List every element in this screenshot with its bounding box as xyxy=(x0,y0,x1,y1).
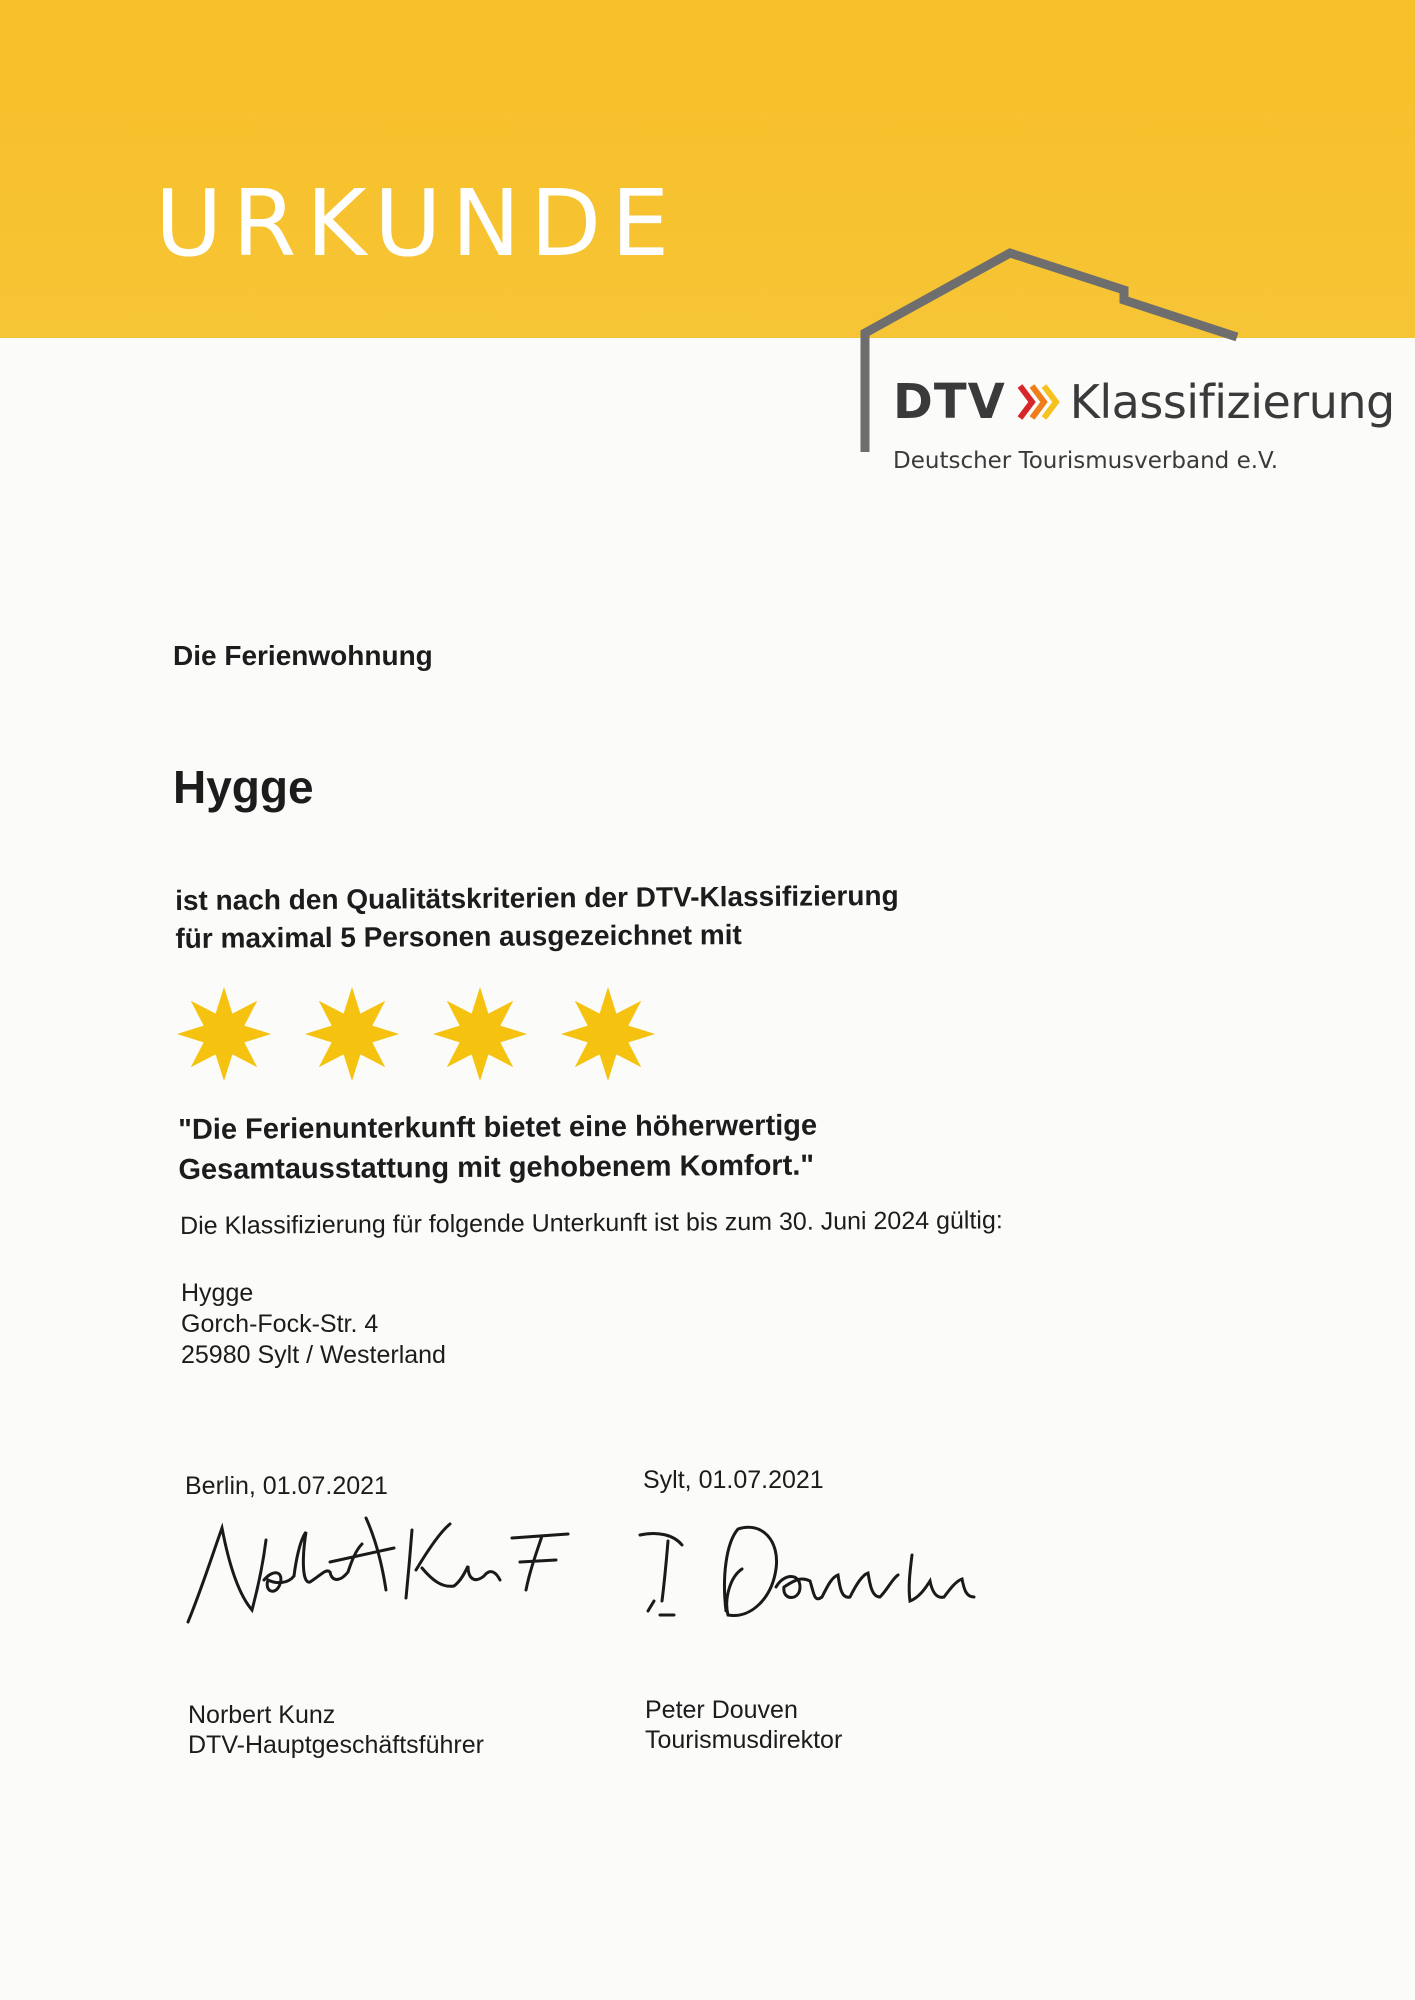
logo-dtv-text: DTV xyxy=(893,374,1006,430)
address-block xyxy=(181,1278,446,1371)
dtv-logo xyxy=(893,374,1395,430)
signature-norbert-kunz xyxy=(180,1510,580,1630)
star-icon xyxy=(431,985,529,1083)
address-line-2: Gorch-Fock-Str. 4 xyxy=(181,1310,379,1338)
signer-right xyxy=(645,1695,842,1755)
address-line-1: Hygge xyxy=(181,1279,254,1307)
signer-left-role: DTV-Hauptgeschäftsführer xyxy=(188,1731,484,1759)
place-date-left: Berlin, 01.07.2021 xyxy=(185,1472,388,1500)
star-icon xyxy=(303,985,401,1083)
validity-text: Die Klassifizierung für folgende Unterkunft ist bis zum 30. Juni 2024 gültig: xyxy=(180,1206,1003,1240)
signer-left xyxy=(188,1700,484,1760)
star-icon xyxy=(175,985,273,1083)
star-rating xyxy=(175,985,675,1085)
address-line-3: 25980 Sylt / Westerland xyxy=(181,1341,446,1369)
rating-quote xyxy=(178,1106,818,1190)
place-date-right: Sylt, 01.07.2021 xyxy=(643,1466,824,1494)
quote-line-1: "Die Ferienunterkunft bietet eine höherwertige xyxy=(178,1109,818,1146)
property-name: Hygge xyxy=(173,761,314,813)
logo-subtitle: Deutscher Tourismusverband e.V. xyxy=(893,448,1279,474)
star-icon xyxy=(559,985,657,1083)
signature-peter-douven xyxy=(630,1515,990,1635)
certificate-title: URKUNDE xyxy=(155,170,680,277)
quote-line-2: Gesamtausstattung mit gehobenem Komfort." xyxy=(178,1149,815,1186)
criteria-line-2: für maximal 5 Personen ausgezeichnet mit xyxy=(175,919,742,954)
property-type: Die Ferienwohnung xyxy=(173,640,433,671)
signer-right-name: Peter Douven xyxy=(645,1696,798,1724)
signer-right-role: Tourismusdirektor xyxy=(645,1726,843,1754)
criteria-text xyxy=(175,877,899,958)
criteria-line-1: ist nach den Qualitätskriterien der DTV-Klassifizierung xyxy=(175,879,899,916)
chevrons-icon xyxy=(1016,380,1060,424)
logo-klassifizierung-text: Klassifizierung xyxy=(1069,375,1395,429)
signer-left-name: Norbert Kunz xyxy=(188,1701,336,1729)
